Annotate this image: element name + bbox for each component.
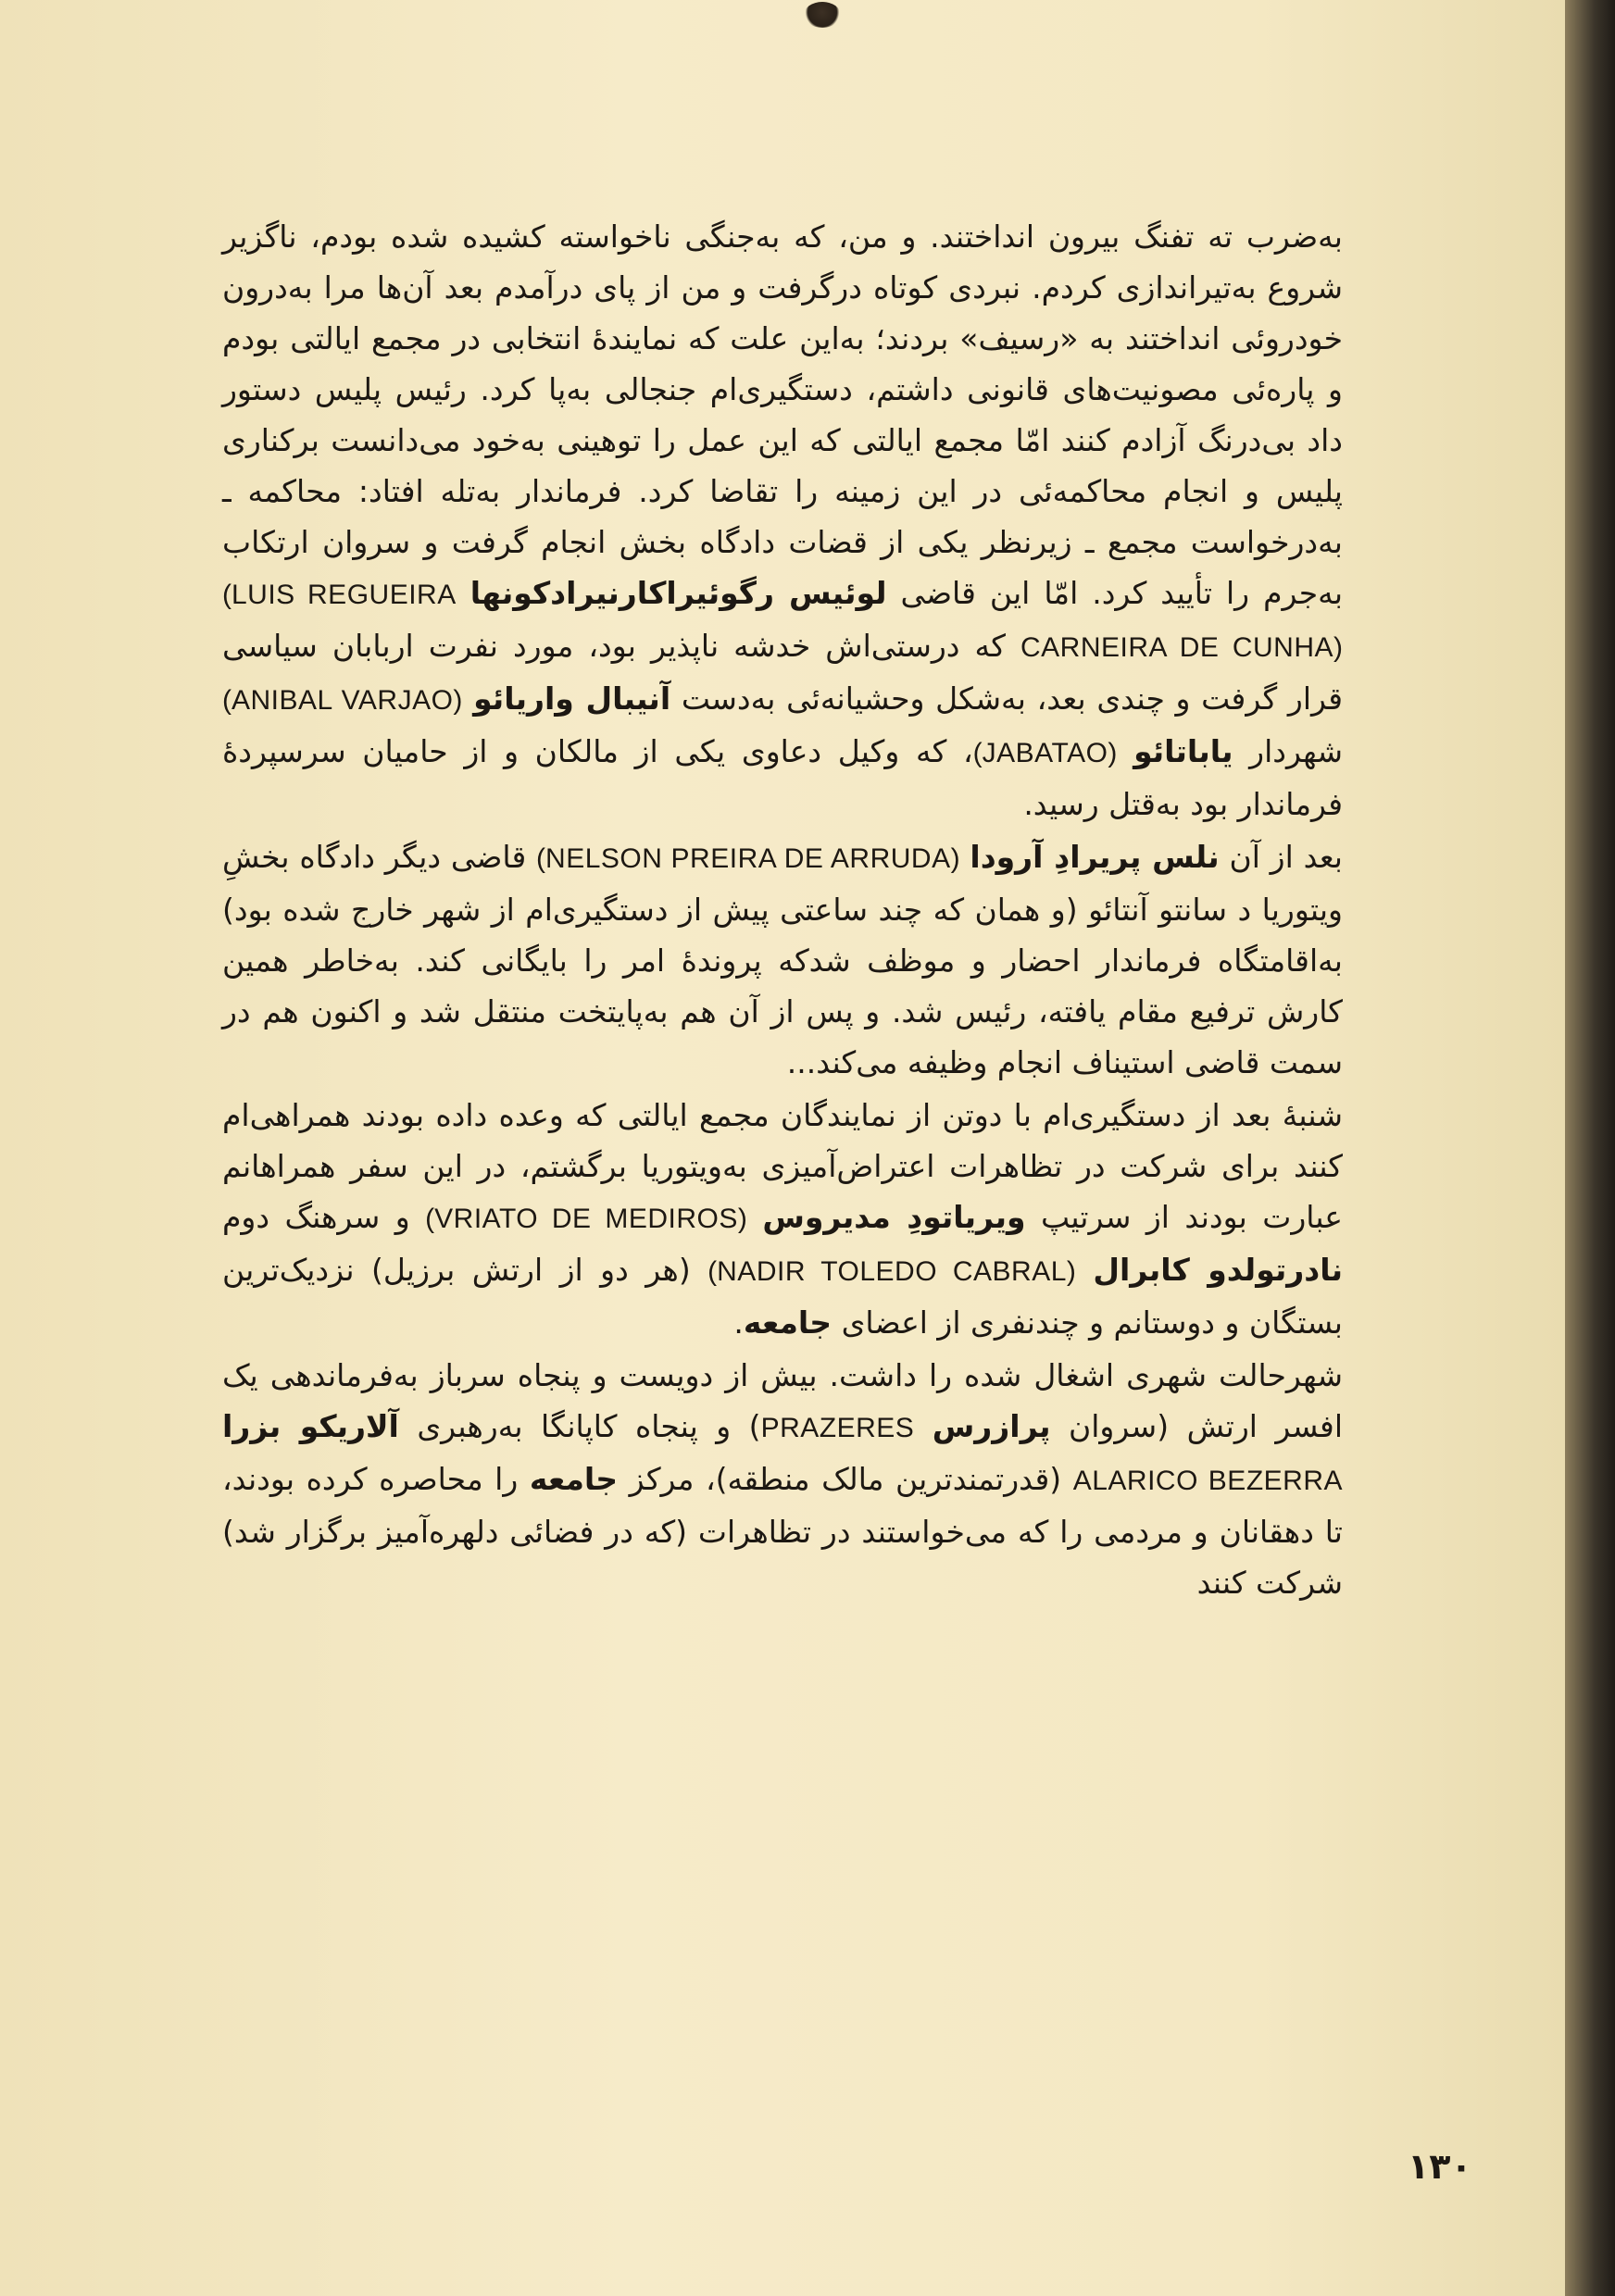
bold-name: آلاریکو بزرا — [222, 1408, 399, 1444]
paragraph — [222, 831, 1343, 1088]
text-run: (قدرتمندترین مالک منطقە)، مرکز — [618, 1461, 1073, 1497]
bold-name: جامعە — [529, 1461, 619, 1497]
paragraph — [222, 1350, 1343, 1608]
latin-name: (ANIBAL VARJAO) — [222, 685, 463, 716]
paragraph — [222, 211, 1343, 830]
text-run — [462, 680, 473, 717]
text-run — [914, 1408, 932, 1444]
text-run — [1117, 733, 1133, 769]
latin-name: (NELSON PREIRA DE ARRUDA) — [536, 843, 960, 874]
text-run: (هر دو از ارتش برزیل) نزدیک‌ترین بستگان و دوستانم و چندنفری از اعضای — [222, 1252, 1343, 1341]
bold-name: ویریاتودِ مدیروس — [762, 1199, 1026, 1235]
text-run: و سرهنگ دوم — [222, 1199, 426, 1235]
paragraph — [222, 1090, 1343, 1348]
text-run: قاضی دیگر دادگاە بخشِ ویتوریا د سانتو آنتائو (و همان کە چند ساعتی پیش از دستگیری‌ام از شهر خارج شدە بود) بەاقامتگاە فرماندار احضار و موظف شدکە پروندۀ امر را بایگانی کند. بەخاطر همین کارش ترفیع مقام یافتە، رئیس شد. و پس از آن هم بەپایتخت منتقل شد و اکنون هم در سمت قاضی استیناف انجام وظیفە می‌کند... — [222, 839, 1343, 1080]
bold-name: لوئیس رگوئیراکارنیرادکونها — [469, 575, 887, 611]
book-binding-edge — [1565, 0, 1615, 2296]
bold-name: آنیبال واریائو — [473, 680, 671, 717]
latin-name: (JABATAO) — [972, 738, 1118, 768]
text-run — [457, 575, 470, 611]
text-run — [1076, 1252, 1093, 1288]
text-run: بەضرب تە تفنگ بیرون انداختند. و من، کە بەجنگی ناخواستە کشیدە شدە بودم، ناگزیر شروع بەتیراندازی کردم. نبردی کوتاە درگرفت و من از پای درآمدم بعد آن‌ها مرا بەدرون خودروئی انداختند بە «رسیف» بردند؛ بەاین علت کە نمایندۀ انتخابی در مجمع ایالتی بودم و پارەئی مصونیت‌های قانونی داشتم، دستگیری‌ام جنجالی بەپا کرد. رئیس پلیس دستور داد بی‌درنگ آزادم کنند امّا مجمع ایالتی کە این عمل را توهینی بەخود می‌دانست برکناری پلیس و انجام محاکمەئی در این زمینە را تقاضا کرد. فرماندار بەتلە افتاد: محاکمە ـ بەدرخواست مجمع ـ زیرنظر یکی از قضات دادگاە بخش انجام گرفت و سروان ارتکاب بەجرم را تأیید کرد. امّا این قاضی — [222, 218, 1343, 611]
text-run: را محاصرە کردە بودند، تا دهقانان و مردمی را کە می‌خواستند در تظاهرات (کە در فضائی دلهرەآمیز برگزار شد) شرکت کنند — [222, 1461, 1343, 1601]
text-run: کە درستی‌اش خدشە ناپذیر بود، مورد نفرت اربابان سیاسی قرار گرفت و چندی بعد، بەشکل وحشیانەئی بەدست — [222, 628, 1344, 717]
text-run — [747, 1199, 762, 1235]
latin-name: ALARICO BEZERRA — [1072, 1466, 1343, 1496]
text-run: ، کە وکیل دعاوی یکی از مالکان و از حامیان سرسپردۀ فرماندار بود بەقتل رسید. — [222, 733, 1343, 822]
body-text — [222, 211, 1343, 1608]
text-run: . — [733, 1304, 744, 1341]
bold-name: نلس پریرادِ آرودا — [970, 839, 1220, 875]
text-run: شهرحالت شهری اشغال شدە را داشت. بیش از دویست و پنجاە سرباز بەفرماندهی یک افسر ارتش (سروان — [222, 1357, 1343, 1444]
bold-name: جامعە — [743, 1304, 833, 1341]
bold-name: نادرتولدو کابرال — [1093, 1252, 1343, 1288]
ink-blot-decoration — [804, 2, 841, 28]
text-run: شهردار — [1233, 733, 1344, 769]
text-run: شنبۀ بعد از دستگیری‌ام با دوتن از نمایندگان مجمع ایالتی کە وعدە دادە بودند همراهی‌ام کنند برای شرکت در تظاهرات اعتراض‌آمیزی بەویتوریا برگشتم، در این سفر همراهانم عبارت بودند از سرتیپ — [222, 1097, 1343, 1235]
page-number: ۱۳۰ — [1408, 2146, 1472, 2187]
bold-name: پرازرس — [932, 1408, 1051, 1444]
bold-name: یاباتائو — [1133, 733, 1233, 769]
latin-name: (NADIR TOLEDO CABRAL) — [707, 1256, 1076, 1287]
latin-name: (LUIS REGUEIRA CARNEIRA DE CUNHA) — [222, 580, 1343, 663]
text-run: ) و پنجاە کاپانگا بەرهبری — [398, 1408, 761, 1444]
text-run — [960, 839, 970, 875]
text-run: بعد از آن — [1219, 839, 1343, 875]
latin-name: PRAZERES — [760, 1413, 915, 1443]
latin-name: (VRIATO DE MEDIROS) — [425, 1204, 747, 1234]
